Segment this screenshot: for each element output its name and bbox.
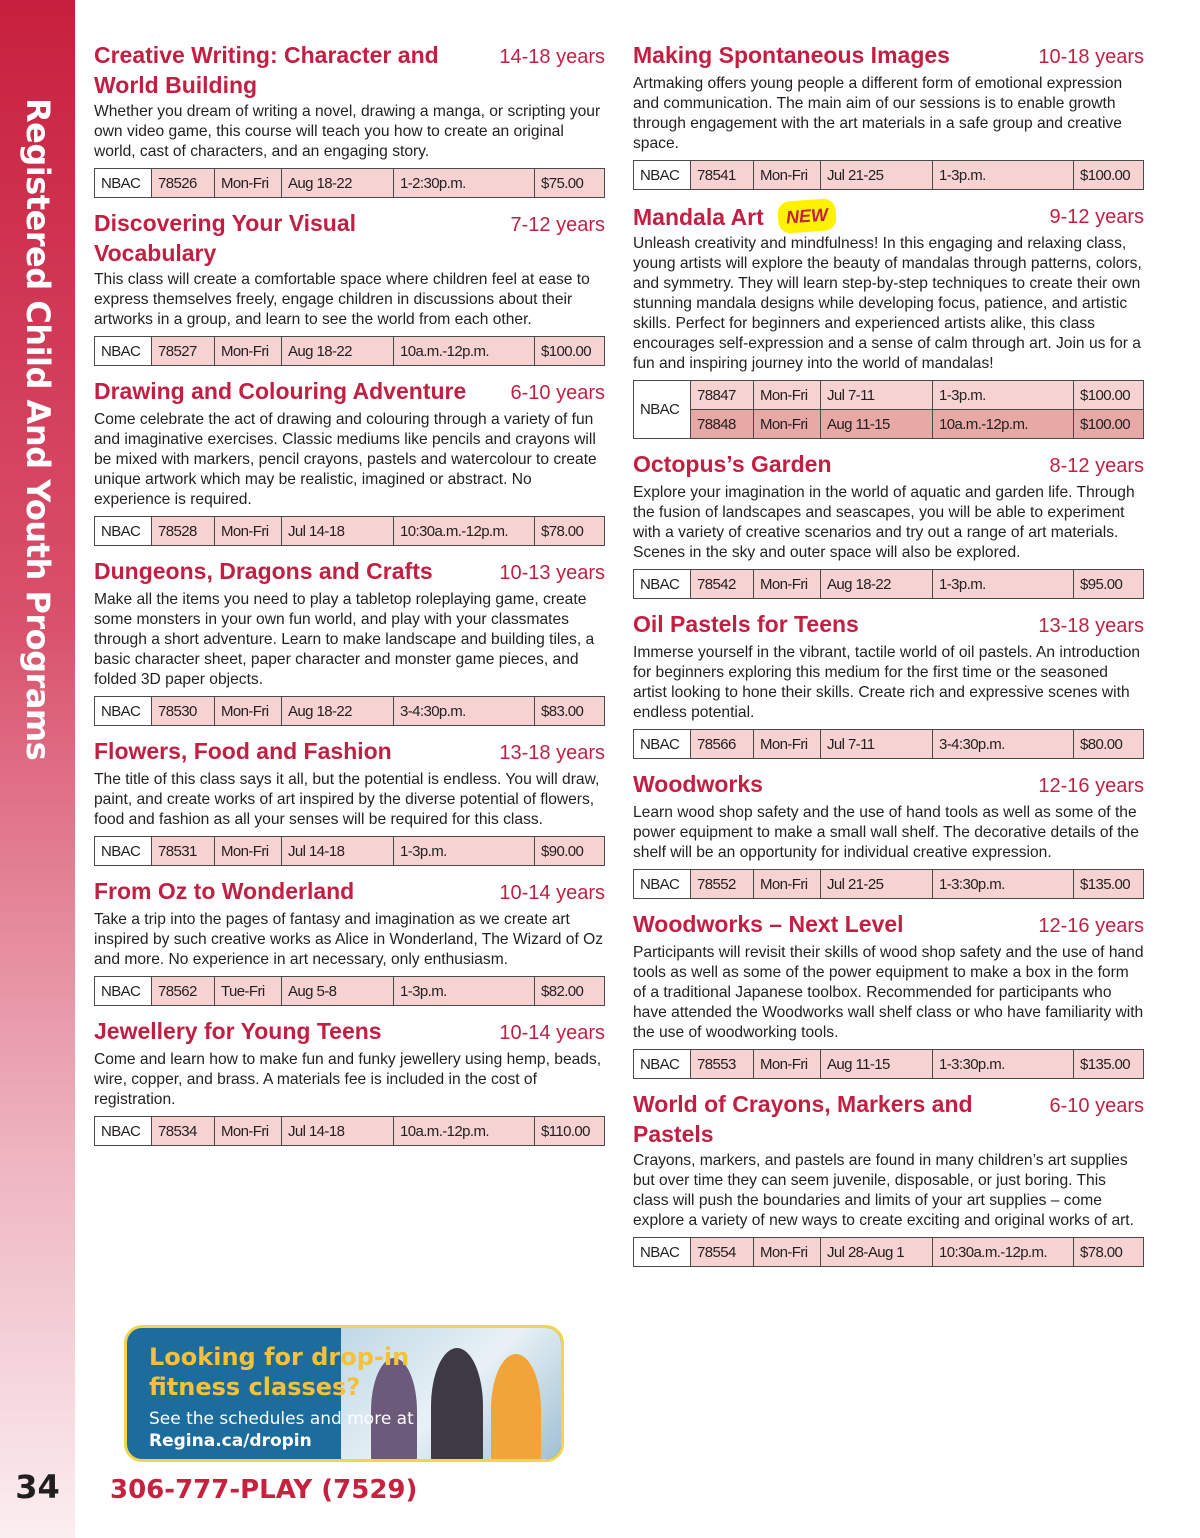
new-badge: NEW (777, 198, 837, 234)
session-course-code: 78847 (691, 381, 754, 410)
session-time: 10a.m.-12p.m. (394, 337, 535, 366)
course-title-text: Woodworks (633, 771, 763, 797)
session-location: NBAC (634, 870, 691, 899)
session-table (94, 516, 605, 546)
course-title (94, 376, 466, 406)
session-days: Mon-Fri (754, 381, 821, 410)
course-title (633, 909, 904, 939)
course-listing (94, 376, 605, 546)
course-listing (633, 200, 1144, 439)
session-days: Mon-Fri (215, 837, 282, 866)
session-course-code: 78528 (152, 517, 215, 546)
session-course-code: 78848 (691, 410, 754, 439)
session-price: $83.00 (535, 697, 605, 726)
session-row[interactable] (634, 161, 1144, 190)
session-table (94, 336, 605, 366)
session-row[interactable] (634, 1238, 1144, 1267)
course-listing (94, 1016, 605, 1146)
fitness-promo-banner[interactable] (124, 1325, 564, 1462)
session-course-code: 78566 (691, 730, 754, 759)
session-table (94, 1116, 605, 1146)
session-time: 1-3p.m. (394, 977, 535, 1006)
course-age-range: 8-12 years (1049, 455, 1144, 477)
session-location: NBAC (634, 381, 691, 439)
course-listing (633, 449, 1144, 599)
course-description: Unleash creativity and mindfulness! In this engaging and relaxing class, young artists will explore the beauty of mandalas through patterns, colors, and symmetry. They will learn step-by-step techniques to create their own stunning mandala designs while developing focus, patience, and artistic skills. Perfect for beginners and experienced artists alike, this class encourages self-expression and a sense of calm through art. Join us for a fun and inspiring journey into the world of mandalas! (633, 235, 1142, 372)
session-table (633, 1049, 1144, 1079)
course-title (94, 556, 433, 586)
session-dates: Aug 11-15 (821, 1050, 933, 1079)
session-dates: Aug 18-22 (282, 337, 394, 366)
course-header (633, 1089, 1144, 1149)
course-listing (633, 40, 1144, 190)
session-dates: Aug 5-8 (282, 977, 394, 1006)
session-dates: Aug 18-22 (282, 169, 394, 198)
session-days: Mon-Fri (215, 169, 282, 198)
course-title-text: Creative Writing: Character and World Building (94, 42, 439, 98)
session-row[interactable] (95, 337, 605, 366)
session-time: 1-3p.m. (933, 570, 1074, 599)
course-description: Participants will revisit their skills of wood shop safety and the use of hand tools as well as some of the power equipment to make a box in the form of a traditional Japanese toolbox. Recommended for participants who have attended the Woodworks wall shelf class or who have familiarity with the use of woodworking tools. (633, 944, 1144, 1041)
session-course-code: 78552 (691, 870, 754, 899)
session-row[interactable] (95, 1117, 605, 1146)
session-dates: Jul 21-25 (821, 870, 933, 899)
course-description: Make all the items you need to play a tabletop roleplaying game, create some monsters in your own fun world, and play with your classmates through a short adventure. Learn to make landscape and building tiles, a basic character sheet, paper character and monster game pieces, and folded 3D paper objects. (94, 591, 595, 688)
session-row[interactable] (634, 1050, 1144, 1079)
course-title (94, 876, 354, 906)
course-description: Immerse yourself in the vibrant, tactile world of oil pastels. An introduction for beginners exploring this medium for the first time or the seasoned artist looking to hone their skills. Create rich and expressive scenes with endless potential. (633, 644, 1141, 721)
course-title-text: From Oz to Wonderland (94, 878, 355, 904)
session-course-code: 78526 (152, 169, 215, 198)
session-time: 1-3p.m. (933, 161, 1074, 190)
course-title-text: Oil Pastels for Teens (633, 611, 859, 637)
course-description: The title of this class says it all, but the potential is endless. You will draw, paint, and create works of art inspired by the diverse potential of flowers, food and fashion as all your senses will be required for this class. (94, 771, 600, 828)
sidebar-band (0, 0, 75, 1538)
session-days: Mon-Fri (754, 730, 821, 759)
course-description: Take a trip into the pages of fantasy and imagination as we create art inspired by such creative works as Alice in Wonderland, The Wizard of Oz and more. No experience in art necessary, only enthusiasm. (94, 911, 604, 968)
session-location: NBAC (634, 570, 691, 599)
session-price: $82.00 (535, 977, 605, 1006)
course-age-range: 10-13 years (499, 562, 605, 584)
session-price: $135.00 (1074, 870, 1144, 899)
session-days: Tue-Fri (215, 977, 282, 1006)
course-age-range: 7-12 years (510, 214, 605, 236)
session-table (633, 729, 1144, 759)
session-price: $110.00 (535, 1117, 605, 1146)
course-description: Crayons, markers, and pastels are found in many children’s art supplies but over time they can seem juvenile, disposable, or just boring. This class will push the boundaries and limits of your art supplies – come explore a variety of new ways to create exciting and original works of art. (633, 1152, 1134, 1229)
course-title-text: Woodworks – Next Level (633, 911, 904, 937)
course-description: Whether you dream of writing a novel, drawing a manga, or scripting your own video game, this course will teach you how to create an original world, cast of characters, and an engaging story. (94, 103, 601, 160)
session-dates: Jul 14-18 (282, 517, 394, 546)
course-description: Artmaking offers young people a different form of emotional expression and communication. The main aim of our sessions is to enable growth through engagement with the art materials in a safe group and creative space. (633, 75, 1123, 152)
session-time: 10:30a.m.-12p.m. (933, 1238, 1074, 1267)
session-location: NBAC (634, 1238, 691, 1267)
session-course-code: 78534 (152, 1117, 215, 1146)
course-title (94, 1016, 382, 1046)
phone-number[interactable]: 306-777-PLAY (7529) (110, 1475, 418, 1505)
course-header (94, 736, 605, 768)
course-header (94, 1016, 605, 1048)
session-time: 10a.m.-12p.m. (933, 410, 1074, 439)
course-age-range: 14-18 years (499, 46, 605, 68)
course-age-range: 10-18 years (1038, 46, 1144, 68)
course-listing (94, 876, 605, 1006)
session-dates: Jul 28-Aug 1 (821, 1238, 933, 1267)
course-header (633, 609, 1144, 641)
promo-link[interactable]: Regina.ca/dropin (149, 1431, 312, 1451)
session-course-code: 78530 (152, 697, 215, 726)
course-header (94, 208, 605, 268)
session-time: 1-3p.m. (394, 837, 535, 866)
session-course-code: 78541 (691, 161, 754, 190)
course-description: Learn wood shop safety and the use of hand tools as well as some of the power equipment to make a small wall shelf. The decorative details of the shelf will be an opportunity for individual creative expression. (633, 804, 1139, 861)
session-time: 10a.m.-12p.m. (394, 1117, 535, 1146)
session-row[interactable] (634, 381, 1144, 410)
session-table (94, 696, 605, 726)
session-location: NBAC (95, 697, 152, 726)
session-days: Mon-Fri (754, 410, 821, 439)
session-table (633, 380, 1144, 439)
session-dates: Jul 7-11 (821, 730, 933, 759)
session-dates: Aug 11-15 (821, 410, 933, 439)
session-row[interactable] (634, 730, 1144, 759)
course-title-text: Drawing and Colouring Adventure (94, 378, 467, 404)
session-table (633, 1237, 1144, 1267)
session-days: Mon-Fri (754, 1050, 821, 1079)
course-title (633, 1089, 1023, 1149)
session-dates: Aug 18-22 (821, 570, 933, 599)
session-row[interactable] (634, 410, 1144, 439)
session-dates: Jul 7-11 (821, 381, 933, 410)
course-header (94, 376, 605, 408)
course-description: This class will create a comfortable space where children feel at ease to express themselves freely, engage children in discussions about their artworks in a group, and learn to see the world from each other. (94, 271, 590, 328)
course-age-range: 12-16 years (1038, 915, 1144, 937)
session-time: 3-4:30p.m. (933, 730, 1074, 759)
course-title-text: Dungeons, Dragons and Crafts (94, 558, 433, 584)
session-price: $75.00 (535, 169, 605, 198)
session-days: Mon-Fri (215, 697, 282, 726)
course-title (633, 40, 950, 70)
session-days: Mon-Fri (215, 1117, 282, 1146)
course-age-range: 13-18 years (499, 742, 605, 764)
course-title (94, 736, 392, 766)
course-listing (94, 208, 605, 366)
session-location: NBAC (95, 169, 152, 198)
session-dates: Jul 21-25 (821, 161, 933, 190)
course-header (94, 876, 605, 908)
session-dates: Jul 14-18 (282, 837, 394, 866)
session-time: 1-2:30p.m. (394, 169, 535, 198)
session-price: $135.00 (1074, 1050, 1144, 1079)
session-location: NBAC (95, 337, 152, 366)
right-column (633, 40, 1144, 1277)
session-course-code: 78527 (152, 337, 215, 366)
session-days: Mon-Fri (215, 337, 282, 366)
course-listing (633, 909, 1144, 1079)
course-header (633, 449, 1144, 481)
course-title (633, 449, 832, 479)
session-price: $95.00 (1074, 570, 1144, 599)
session-location: NBAC (95, 1117, 152, 1146)
session-row[interactable] (634, 570, 1144, 599)
course-title-text: Flowers, Food and Fashion (94, 738, 392, 764)
session-table (94, 168, 605, 198)
course-age-range: 13-18 years (1038, 615, 1144, 637)
session-table (633, 160, 1144, 190)
course-description: Come and learn how to make fun and funky jewellery using hemp, beads, wire, copper, and brass. A materials fee is included in the cost of registration. (94, 1051, 602, 1108)
session-days: Mon-Fri (754, 870, 821, 899)
promo-sub-text: See the schedules and more at (149, 1409, 414, 1429)
session-location: NBAC (95, 837, 152, 866)
session-row[interactable] (95, 977, 605, 1006)
session-price: $100.00 (535, 337, 605, 366)
session-time: 1-3:30p.m. (933, 1050, 1074, 1079)
left-column (94, 40, 605, 1156)
session-course-code: 78531 (152, 837, 215, 866)
course-age-range: 6-10 years (1049, 1095, 1144, 1117)
course-title (633, 769, 763, 799)
session-price: $90.00 (535, 837, 605, 866)
course-header (94, 40, 605, 100)
session-time: 10:30a.m.-12p.m. (394, 517, 535, 546)
session-row[interactable] (95, 169, 605, 198)
session-days: Mon-Fri (754, 161, 821, 190)
course-listing (94, 736, 605, 866)
course-header (633, 40, 1144, 72)
course-listing (94, 40, 605, 198)
session-location: NBAC (95, 977, 152, 1006)
course-title (94, 208, 484, 268)
course-listing (633, 769, 1144, 899)
course-description: Explore your imagination in the world of aquatic and garden life. Through the fusion of landscapes and seascapes, you will be able to experiment with a variety of creative scenarios and try out a range of art materials. Scenes in the sky and outer space will also be explored. (633, 484, 1135, 561)
session-location: NBAC (634, 730, 691, 759)
session-table (94, 836, 605, 866)
session-price: $100.00 (1074, 161, 1144, 190)
session-course-code: 78553 (691, 1050, 754, 1079)
session-time: 1-3p.m. (933, 381, 1074, 410)
session-row[interactable] (95, 837, 605, 866)
session-time: 1-3:30p.m. (933, 870, 1074, 899)
session-table (94, 976, 605, 1006)
session-price: $80.00 (1074, 730, 1144, 759)
session-course-code: 78554 (691, 1238, 754, 1267)
session-days: Mon-Fri (754, 570, 821, 599)
promo-subtext (149, 1408, 429, 1452)
course-age-range: 12-16 years (1038, 775, 1144, 797)
session-row[interactable] (634, 870, 1144, 899)
session-price: $100.00 (1074, 410, 1144, 439)
session-table (633, 569, 1144, 599)
session-price: $100.00 (1074, 381, 1144, 410)
session-price: $78.00 (1074, 1238, 1144, 1267)
session-price: $78.00 (535, 517, 605, 546)
course-header (633, 769, 1144, 801)
session-days: Mon-Fri (754, 1238, 821, 1267)
session-days: Mon-Fri (215, 517, 282, 546)
promo-heading: Looking for drop-in fitness classes? (149, 1343, 410, 1401)
session-location: NBAC (634, 1050, 691, 1079)
course-title-text: Making Spontaneous Images (633, 42, 950, 68)
course-age-range: 10-14 years (499, 1022, 605, 1044)
session-time: 3-4:30p.m. (394, 697, 535, 726)
session-location: NBAC (634, 161, 691, 190)
course-header (94, 556, 605, 588)
section-title: Registered Child And Youth Programs (19, 98, 57, 761)
session-course-code: 78542 (691, 570, 754, 599)
course-listing (633, 1089, 1144, 1267)
page-number: 34 (15, 1468, 60, 1506)
course-description: Come celebrate the act of drawing and colouring through a variety of fun and imaginative exercises. Classic mediums like pencils and crayons will be mixed with markers, pencil crayons, pastels and watercolour to create unique artwork which may be realistic, imagined or abstract. No experience is required. (94, 411, 597, 508)
course-title-text: Mandala Art (633, 204, 764, 230)
session-dates: Aug 18-22 (282, 697, 394, 726)
course-listing (633, 609, 1144, 759)
course-header (633, 909, 1144, 941)
course-title-text: Jewellery for Young Teens (94, 1018, 382, 1044)
session-table (633, 869, 1144, 899)
course-title (633, 200, 836, 232)
course-title-text: Octopus’s Garden (633, 451, 832, 477)
course-title-text: World of Crayons, Markers and Pastels (633, 1091, 973, 1147)
course-title-text: Discovering Your Visual Vocabulary (94, 210, 357, 266)
session-course-code: 78562 (152, 977, 215, 1006)
session-row[interactable] (95, 697, 605, 726)
session-dates: Jul 14-18 (282, 1117, 394, 1146)
session-location: NBAC (95, 517, 152, 546)
course-age-range: 10-14 years (499, 882, 605, 904)
course-title (94, 40, 484, 100)
course-title (633, 609, 859, 639)
course-age-range: 9-12 years (1049, 206, 1144, 228)
course-listing (94, 556, 605, 726)
course-header (633, 200, 1144, 232)
session-row[interactable] (95, 517, 605, 546)
course-age-range: 6-10 years (510, 382, 605, 404)
